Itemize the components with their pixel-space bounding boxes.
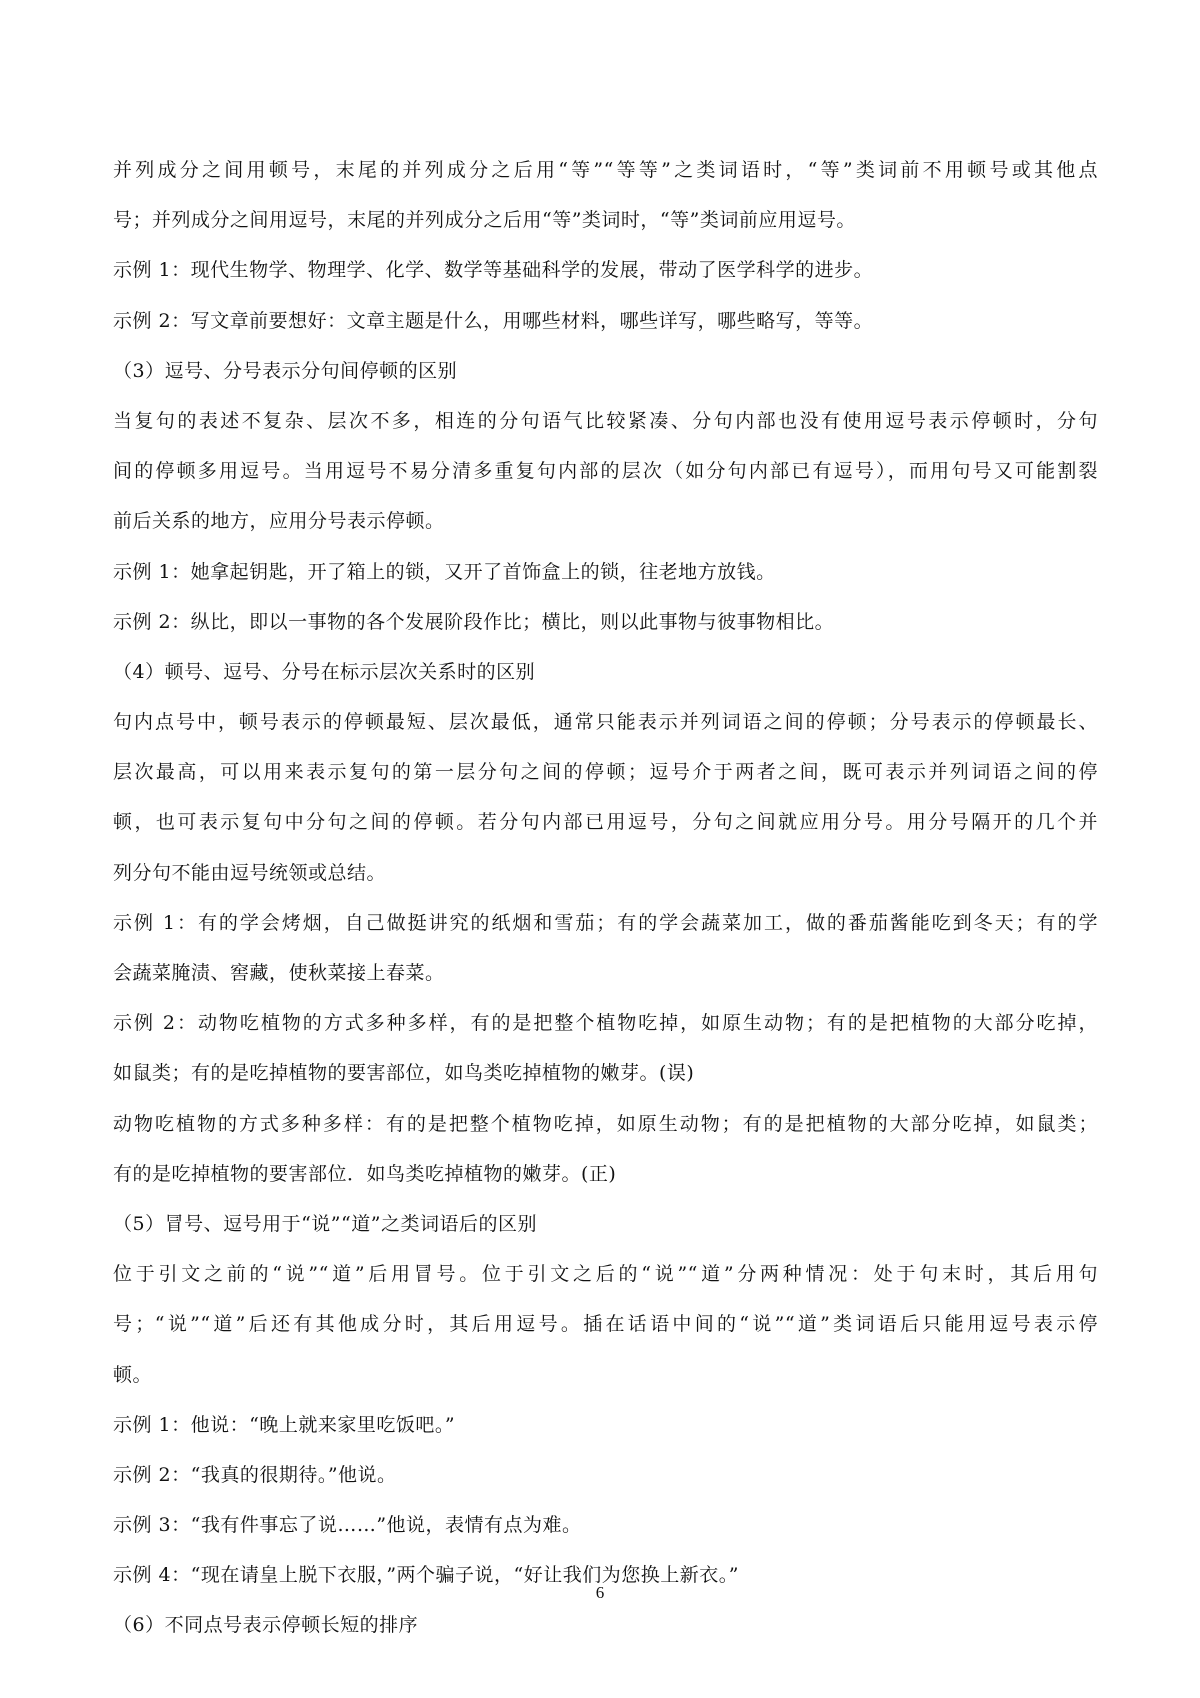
paragraph-line: 号；“说”“道”后还有其他成分时，其后用逗号。插在话语中间的“说”“道”类词语后只能用逗号表示停: [113, 1313, 1098, 1336]
paragraph-line: 句内点号中，顿号表示的停顿最短、层次最低，通常只能表示并列词语之间的停顿；分号表示的停顿最长、: [113, 711, 1098, 734]
example-line: 如鼠类；有的是吃掉植物的要害部位，如鸟类吃掉植物的嫩芽。(误): [113, 1062, 695, 1085]
example-line: 示例 1：他说：“晚上就来家里吃饭吧。”: [113, 1413, 456, 1436]
section-heading: （5）冒号、逗号用于“说”“道”之类词语后的区别: [113, 1212, 537, 1235]
example-line: 示例 2：写文章前要想好：文章主题是什么，用哪些材料，哪些详写，哪些略写，等等。: [113, 309, 874, 332]
example-line: 示例 1：现代生物学、物理学、化学、数学等基础科学的发展，带动了医学科学的进步。: [113, 259, 874, 282]
page-number: 6: [595, 1583, 605, 1602]
paragraph-line: 并列成分之间用顿号，末尾的并列成分之后用“等”“等等”之类词语时，“等”类词前不用顿号或其他点: [113, 159, 1098, 181]
paragraph-line: 前后关系的地方，应用分号表示停顿。: [113, 510, 445, 533]
paragraph-line: 列分句不能由逗号统领或总结。: [113, 861, 387, 884]
paragraph-line: 顿。: [113, 1363, 153, 1386]
section-heading: （4）顿号、逗号、分号在标示层次关系时的区别: [113, 660, 536, 683]
example-line: 示例 2：纵比，即以一事物的各个发展阶段作比；横比，则以此事物与彼事物相比。: [113, 610, 835, 633]
paragraph-line: 间的停顿多用逗号。当用逗号不易分清多重复句内部的层次（如分句内部已有逗号），而用句号又可能割裂: [113, 460, 1098, 483]
example-line: 动物吃植物的方式多种多样：有的是把整个植物吃掉，如原生动物；有的是把植物的大部分吃掉，如鼠类；: [113, 1112, 1098, 1135]
document-body: [113, 145, 1098, 1651]
paragraph-line: 号；并列成分之间用逗号，末尾的并列成分之后用“等”类词时，“等”类词前应用逗号。: [113, 209, 856, 232]
section-heading: （3）逗号、分号表示分句间停顿的区别: [113, 359, 458, 382]
example-line: 示例 3：“我有件事忘了说……”他说，表情有点为难。: [113, 1514, 582, 1537]
section-heading: （6）不同点号表示停顿长短的排序: [113, 1614, 419, 1637]
example-line: 示例 2：动物吃植物的方式多种多样，有的是把整个植物吃掉，如原生动物；有的是把植物的大部分吃掉，: [113, 1012, 1098, 1035]
paragraph-line: 位于引文之前的“说”“道”后用冒号。位于引文之后的“说”“道”分两种情况：处于句末时，其后用句: [113, 1263, 1098, 1286]
paragraph-line: 当复句的表述不复杂、层次不多，相连的分句语气比较紧凑、分句内部也没有使用逗号表示停顿时，分句: [113, 409, 1098, 432]
example-line: 示例 4：“现在请皇上脱下衣服，”两个骗子说，“好让我们为您换上新衣。”: [113, 1564, 739, 1587]
example-line: 示例 1：她拿起钥匙，开了箱上的锁，又开了首饰盒上的锁，往老地方放钱。: [113, 560, 776, 583]
example-line: 示例 2：“我真的很期待。”他说。: [113, 1463, 397, 1486]
paragraph-line: 层次最高，可以用来表示复句的第一层分句之间的停顿；逗号介于两者之间，既可表示并列词语之间的停: [113, 761, 1098, 784]
example-line: 会蔬菜腌渍、窖藏，使秋菜接上春菜。: [113, 962, 445, 984]
paragraph-line: 顿，也可表示复句中分句之间的停顿。若分句内部已用逗号，分句之间就应用分号。用分号隔开的几个并: [113, 811, 1098, 834]
example-line: 示例 1：有的学会烤烟，自己做挺讲究的纸烟和雪茄；有的学会蔬菜加工，做的番茄酱能吃到冬天；有的学: [113, 911, 1098, 934]
example-line: 有的是吃掉植物的要害部位．如鸟类吃掉植物的嫩芽。(正): [113, 1162, 617, 1185]
